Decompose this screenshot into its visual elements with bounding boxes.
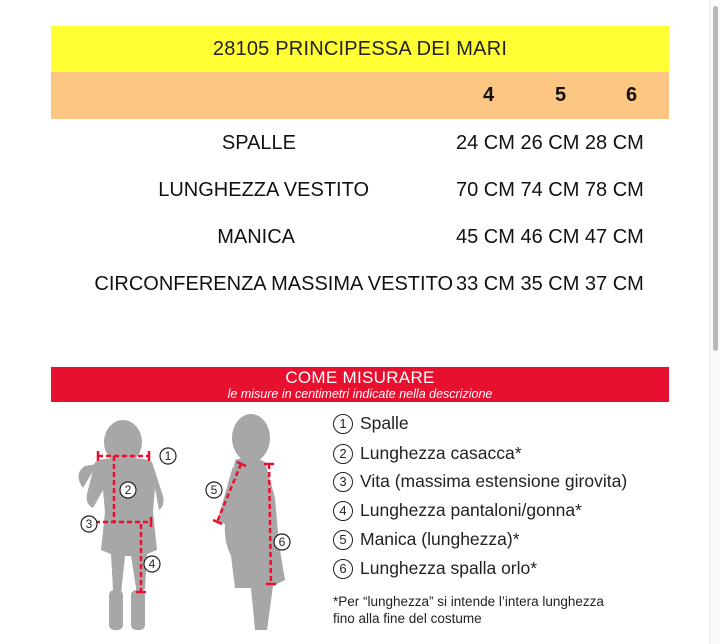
callout-1: 1: [164, 449, 172, 463]
row-label: CIRCONFERENZA MASSIMA VESTITO: [94, 273, 453, 295]
legend-item: [333, 413, 409, 434]
legend-item: [333, 500, 582, 521]
row-label: MANICA: [217, 226, 295, 248]
size-header-5: 5: [555, 84, 567, 106]
callout-6: 6: [278, 535, 286, 549]
side-figure: [217, 414, 285, 630]
guide-title: COME MISURARE: [285, 368, 435, 387]
row-values: 33 CM 35 CM 37 CM: [456, 273, 644, 295]
child-figures-illustration: [51, 404, 331, 644]
size-table: [51, 26, 669, 295]
size-header-4: 4: [483, 84, 495, 106]
row-label: SPALLE: [221, 132, 296, 154]
legend-number: 2: [333, 444, 353, 464]
row-label: LUNGHEZZA VESTITO: [158, 179, 369, 201]
row-values: 24 CM 26 CM 28 CM: [456, 132, 644, 154]
legend-text: Vita (massima estensione girovita): [360, 471, 628, 491]
row-values: 70 CM 74 CM 78 CM: [456, 179, 644, 201]
legend-number: 5: [333, 530, 353, 550]
guide-subtitle: le misure in centimetri indicate nella descrizione: [227, 387, 493, 401]
legend-item: [333, 443, 522, 464]
legend-number: 3: [333, 472, 353, 492]
legend-item: [333, 558, 537, 579]
legend-item: [333, 471, 627, 492]
callout-5: 5: [210, 483, 218, 497]
guide-header: [51, 367, 669, 402]
legend-number: 1: [333, 414, 353, 434]
scrollbar[interactable]: [709, 0, 720, 644]
legend-text: Lunghezza pantaloni/gonna*: [360, 500, 582, 520]
legend-text: Lunghezza spalla orlo*: [360, 558, 538, 578]
legend-number: 6: [333, 559, 353, 579]
footnote-line-1: *Per “lunghezza” si intende l’intera lunghezza: [333, 594, 604, 609]
legend-item: [333, 529, 520, 550]
footnote-line-2: fino alla fine del costume: [333, 611, 482, 626]
legend-text: Spalle: [360, 413, 409, 433]
legend-number: 4: [333, 501, 353, 521]
legend-text: Lunghezza casacca*: [360, 443, 522, 463]
measure-guide: [51, 367, 671, 644]
size-header-6: 6: [626, 84, 638, 106]
callout-2: 2: [124, 483, 132, 497]
size-header-row: [51, 72, 669, 119]
legend-text: Manica (lunghezza)*: [360, 529, 520, 549]
table-title: 28105 PRINCIPESSA DEI MARI: [51, 26, 669, 72]
footnote: [333, 593, 604, 627]
callout-4: 4: [148, 557, 156, 571]
callout-3: 3: [85, 517, 93, 531]
scrollbar-thumb[interactable]: [713, 6, 718, 351]
row-values: 45 CM 46 CM 47 CM: [456, 226, 644, 248]
